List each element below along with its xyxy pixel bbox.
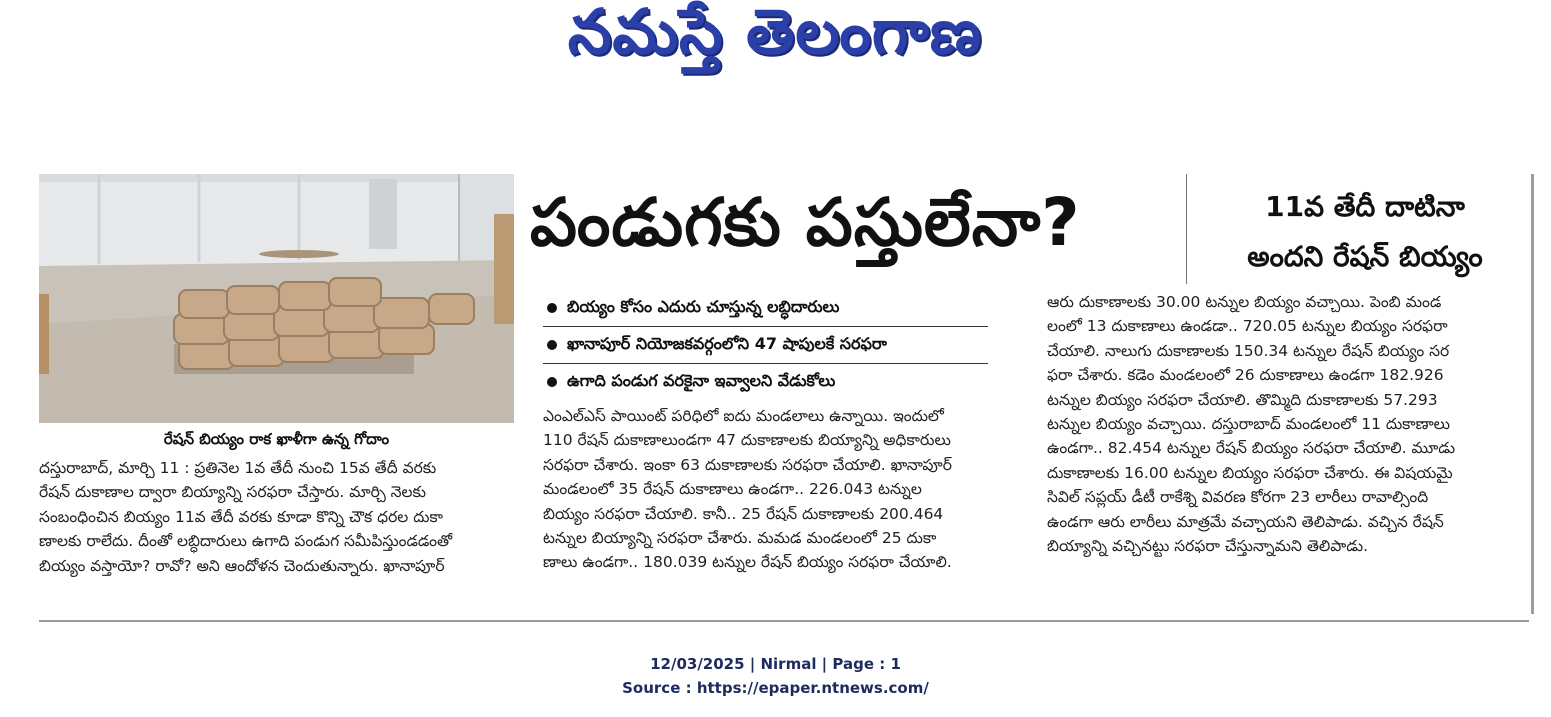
masthead-title: నమస్తే తెలంగాణ xyxy=(567,0,983,68)
article-column-2 xyxy=(543,404,1025,575)
column-divider xyxy=(1186,174,1187,284)
right-border xyxy=(1531,174,1534,614)
subheadline-2: అందని రేషన్ బియ్యం xyxy=(1247,240,1483,273)
bullet-text: ఖానాపూర్ నియోజకవర్గంలోని 47 షాపులకే సరఫరా xyxy=(567,333,887,353)
masthead-logo xyxy=(560,2,990,76)
bullet-text: బియ్యం కోసం ఎదురు చూస్తున్న లబ్ధిదారులు xyxy=(567,296,840,316)
highlight-bullets xyxy=(543,290,988,400)
article-line: చేయాలి. నాలుగు దుకాణాలకు 150.34 టన్నుల రేషన్ బియ్యం సర xyxy=(1047,341,1450,360)
bullet-dot-icon xyxy=(547,340,557,350)
article-line: బియ్యం వస్తాయో? రావో? అని ఆందోళన చెందుతున్నారు. ఖానాపూర్ xyxy=(39,556,445,575)
article-line: సంబంధించిన బియ్యం 11వ తేదీ వరకు కూడా కొన్ని చౌక ధరల దుకా xyxy=(39,507,443,526)
article-line: సివిల్ సప్లయ్ డీటీ రాకేశ్ని వివరణ కోరగా 23 లారీలు రావాల్సింది xyxy=(1047,488,1429,507)
article-line: ఆరు దుకాణాలకు 30.00 టన్నుల బియ్యం వచ్చాయి. పెంబి మండ xyxy=(1047,293,1442,311)
bullet-item xyxy=(543,327,988,364)
article-line: ఫరా చేశారు. కడెం మండలంలో 26 దుకాణాలు ఉండగా 182.926 xyxy=(1047,366,1444,385)
article-column-3 xyxy=(1047,290,1531,558)
warehouse-photo xyxy=(39,174,514,423)
bullet-text: ఉగాది పండుగ వరకైనా ఇవ్వాలని వేడుకోలు xyxy=(567,370,836,390)
bullet-dot-icon xyxy=(547,377,557,387)
article-line: మండలంలో 35 రేషన్ దుకాణాలు ఉండగా.. 226.043 టన్నుల xyxy=(543,480,922,499)
article-line: దస్తురాబాద్, మార్చి 11 : ప్రతినెల 1వ తేదీ నుంచి 15వ తేదీ వరకు xyxy=(39,459,437,477)
article-line: దుకాణాలకు 16.00 టన్నుల బియ్యం సరఫరా చేశారు. ఈ విషయమై xyxy=(1047,463,1453,482)
article-line: రేషన్ దుకాణాల ద్వారా బియ్యాన్ని సరఫరా చేస్తారు. మార్చి నెలకు xyxy=(39,483,427,502)
article-line: లంలో 13 దుకాణాలు ఉండడా.. 720.05 టన్నుల బియ్యం సరఫరా xyxy=(1047,317,1448,336)
bullet-item xyxy=(543,364,988,400)
footer-source: Source : https://epaper.ntnews.com/ xyxy=(622,679,929,697)
article-line: ఎంఎల్ఎస్ పాయింట్ పరిధిలో ఐదు మండలాలు ఉన్నాయి. ఇందులో xyxy=(543,407,944,425)
photo-caption: రేషన్ బియ్యం రాక ఖాళీగా ఉన్న గోదాం xyxy=(163,430,390,448)
footer-dateline: 12/03/2025 | Nirmal | Page : 1 xyxy=(650,655,901,673)
bullet-dot-icon xyxy=(547,303,557,313)
bullet-item xyxy=(543,290,988,327)
article-line: ఉండగా.. 82.454 టన్నుల రేషన్ బియ్యం సరఫరా చేయాలి. మూడు xyxy=(1047,439,1456,458)
article-line: బియ్యాన్ని వచ్చినట్టు సరఫరా చేస్తున్నామని తెలిపాడు. xyxy=(1047,537,1369,556)
article-column-1 xyxy=(39,456,517,578)
article-line: టన్నుల బియ్యం వచ్చాయి. దస్తురాబాద్ మండలంలో 11 దుకాణాలు xyxy=(1047,415,1451,434)
footer-divider xyxy=(39,620,1529,622)
article-line: సరఫరా చేశారు. ఇంకా 63 దుకాణాలకు సరఫరా చేయాలి. ఖానాపూర్ xyxy=(543,455,952,474)
article-line: ఉండగా ఆరు లారీలు మాత్రమే వచ్చాయని తెలిపాడు. వచ్చిన రేషన్ xyxy=(1047,512,1444,531)
article-line: టన్నుల బియ్యాన్ని సరఫరా చేశారు. మమడ మండలంలో 25 దుకా xyxy=(543,529,937,548)
article-line: ణాలు ఉండగా.. 180.039 టన్నుల రేషన్ బియ్యం సరఫరా చేయాలి. xyxy=(543,553,952,572)
article-line: 110 రేషన్ దుకాణాలుండగా 47 దుకాణాలకు బియ్యాన్ని అధికారులు xyxy=(543,431,951,450)
headline: పండుగకు పస్తులేనా? xyxy=(530,184,1081,261)
article-line: టన్నుల బియ్యం సరఫరా చేయాలి. తొమ్మిది దుకాణాలకు 57.293 xyxy=(1047,390,1438,409)
article-line: ణాలకు రాలేదు. దీంతో లబ్ధిదారులు ఉగాది పండుగ సమీపిస్తుండడంతో xyxy=(39,532,453,551)
subheadline-1: 11వ తేదీ దాటినా xyxy=(1265,190,1465,223)
article-line: బియ్యం సరఫరా చేయాలి. కానీ.. 25 రేషన్ దుకాణాలకు 200.464 xyxy=(543,504,944,523)
